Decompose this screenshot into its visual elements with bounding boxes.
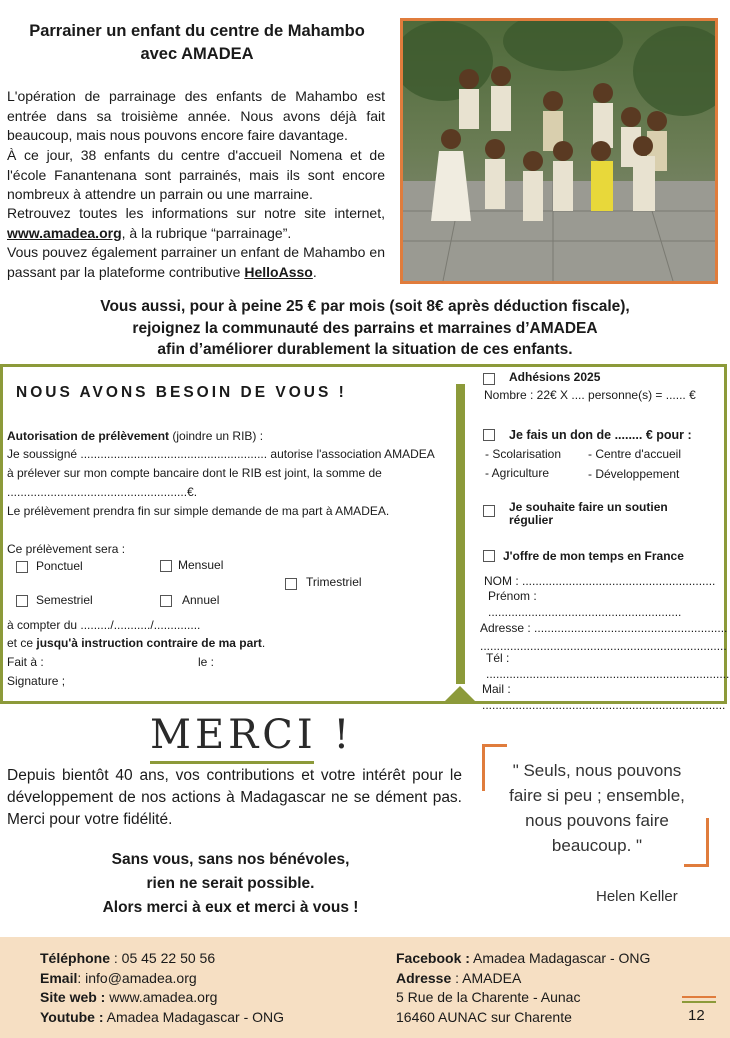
title-line-2: avec AMADEA <box>140 45 254 63</box>
label-semestriel: Semestriel <box>36 593 93 607</box>
start-date-field[interactable]: à compter du ........./.........../.............. <box>7 618 201 632</box>
soutien-line-1: Je souhaite faire un soutien <box>509 500 668 514</box>
adresse-field-2[interactable]: .......................................................................... <box>480 639 727 653</box>
checkbox-temps[interactable] <box>483 550 495 562</box>
footer-youtube <box>40 1008 284 1028</box>
address-line-2: 5 Rue de la Charente - Aunac <box>396 989 581 1005</box>
auth-label-line <box>7 428 263 445</box>
phone-value: : 05 45 22 50 56 <box>110 950 216 966</box>
auth-label: Autorisation de prélèvement <box>7 429 170 443</box>
footer-contacts <box>40 949 284 1027</box>
website-link[interactable]: www.amadea.org <box>7 224 122 241</box>
call-to-action <box>0 296 730 361</box>
thanks-block <box>8 848 453 920</box>
checkbox-semestriel[interactable] <box>16 595 28 607</box>
footer-address <box>396 949 650 1027</box>
membership-count-field[interactable]: Nombre : 22€ X .... personne(s) = ...... € <box>484 388 696 402</box>
line-instruction <box>7 635 265 652</box>
article-title <box>8 20 386 66</box>
merci-underline <box>150 761 314 764</box>
amount-field[interactable]: ......................................................€. <box>7 485 198 499</box>
nom-field[interactable]: NOM : .......................................................... <box>484 574 716 588</box>
callout-line-1: Vous aussi, pour à peine 25 € par mois (soit 8€ après déduction fiscale), <box>100 298 630 315</box>
merci-paragraph: Depuis bientôt 40 ans, vos contributions et votre intérêt pour le développement de nos actions à Madagascar ne se dément pas. Merci pour votre fidélité. <box>7 767 462 828</box>
line-fin: Le prélèvement prendra fin sur simple demande de ma part à AMADEA. <box>7 504 390 518</box>
form-heading: NOUS AVONS BESOIN DE VOUS ! <box>16 384 347 401</box>
divider-triangle <box>443 686 477 703</box>
prenom-field[interactable]: Prénom : .......................................................... <box>488 589 682 619</box>
intro-paragraph-2: À ce jour, 38 enfants du centre d'accueil Nomena et de l'école Fanantenana sont parrainés, mais ils sont encore nombreux à attendre un parrain ou une marraine. <box>7 147 385 202</box>
footer-facebook <box>396 949 650 969</box>
label-soutien <box>509 501 668 527</box>
merci-heading: MERCI ! <box>150 712 354 758</box>
checkbox-mensuel[interactable] <box>160 560 172 572</box>
para3-text: Retrouvez toutes les informations sur notre site internet, <box>7 205 385 221</box>
checkbox-ponctuel[interactable] <box>16 561 28 573</box>
checkbox-annuel[interactable] <box>160 595 172 607</box>
don-option-centre: - Centre d'accueil <box>588 447 681 461</box>
thanks-line-3: Alors merci à eux et merci à vous ! <box>102 899 359 916</box>
callout-line-2: rejoignez la communauté des parrains et marraines d’AMADEA <box>132 319 598 337</box>
checkbox-trimestriel[interactable] <box>285 578 297 590</box>
footer-adresse <box>396 969 650 989</box>
facebook-value[interactable]: Amadea Madagascar - ONG <box>469 950 651 966</box>
youtube-label: Youtube : <box>40 1008 104 1025</box>
label-annuel: Annuel <box>182 593 220 607</box>
footer-email <box>40 969 284 989</box>
intro-paragraph-4 <box>7 243 385 282</box>
helloasso-link[interactable]: HelloAsso <box>244 263 313 280</box>
mail-field[interactable]: Mail : ......................................................................... <box>482 682 726 712</box>
footer-phone <box>40 949 284 969</box>
instruction-bold: jusqu'à instruction contraire de ma part <box>36 636 262 650</box>
quote-text: " Seuls, nous pouvons faire si peu ; ensemble, nous pouvons faire beaucoup. " <box>509 761 685 855</box>
adresse-value: : AMADEA <box>451 969 522 986</box>
instruction-pre: et ce <box>7 636 37 650</box>
email-value[interactable]: : info@amadea.org <box>77 969 197 986</box>
para4-text-end: . <box>312 263 317 280</box>
site-value[interactable]: www.amadea.org <box>105 989 218 1005</box>
line-soussigne[interactable]: Je soussigné ........................................................ autorise l'association AMADEA <box>7 447 435 461</box>
auth-note: (joindre un RIB) : <box>169 429 264 443</box>
label-ponctuel: Ponctuel <box>36 559 83 573</box>
don-option-agriculture: - Agriculture <box>485 466 550 480</box>
checkbox-adhesions[interactable] <box>483 373 495 385</box>
children-photo <box>400 18 718 284</box>
page-number-ornament <box>682 996 716 1003</box>
quote-author: Helen Keller <box>596 888 678 905</box>
title-line-1: Parrainer un enfant du centre de Mahambo <box>29 22 365 40</box>
youtube-value[interactable]: Amadea Madagascar - ONG <box>103 1008 285 1025</box>
para4-text: Vous pouvez également parrainer un enfant de Mahambo en passant par la plateforme contributive <box>7 244 385 280</box>
line-prelever: à prélever sur mon compte bancaire dont le RIB est joint, la somme de <box>7 466 382 480</box>
footer-site <box>40 988 284 1008</box>
site-label: Site web : <box>40 989 106 1005</box>
adresse-label: Adresse <box>396 969 452 986</box>
date-field[interactable]: le : <box>198 655 215 669</box>
line-sera: Ce prélèvement sera : <box>7 542 126 556</box>
adresse-field[interactable]: Adresse : .......................................................... <box>480 621 728 635</box>
soutien-line-2: régulier <box>509 513 554 527</box>
don-option-developpement: - Développement <box>588 467 680 481</box>
thanks-line-2: rien ne serait possible. <box>146 875 315 892</box>
label-temps: J'offre de mon temps en France <box>503 549 684 563</box>
intro-paragraph-1: L'opération de parrainage des enfants de Mahambo est entrée dans sa troisième année. Nous avons déjà fait beaucoup, mais nous pouvons encore faire davantage. <box>7 88 385 143</box>
label-mensuel: Mensuel <box>178 558 224 572</box>
label-don: Je fais un don de ........ € pour : <box>509 428 692 442</box>
email-label: Email <box>40 969 78 986</box>
label-trimestriel: Trimestriel <box>306 575 362 589</box>
page-number: 12 <box>688 1007 705 1024</box>
facebook-label: Facebook : <box>396 950 470 966</box>
label-adhesions: Adhésions 2025 <box>509 370 601 384</box>
callout-line-3: afin d’améliorer durablement la situation de ces enfants. <box>157 341 573 358</box>
tel-field[interactable]: Tél : ......................................................................... <box>486 651 730 681</box>
thanks-line-1: Sans vous, sans nos bénévoles, <box>111 851 350 868</box>
form-divider <box>456 384 465 684</box>
don-option-scolarisation: - Scolarisation <box>485 447 562 461</box>
children-photo-illustration <box>403 21 715 281</box>
signature-field[interactable]: Signature ; <box>7 674 66 688</box>
phone-label: Téléphone <box>40 950 111 966</box>
checkbox-soutien[interactable] <box>483 505 495 517</box>
para3-text-end: , à la rubrique “parrainage”. <box>121 224 292 241</box>
address-line-3: 16460 AUNAC sur Charente <box>396 1008 572 1025</box>
checkbox-don[interactable] <box>483 429 495 441</box>
intro-paragraph-3 <box>7 204 385 243</box>
fait-a-field[interactable]: Fait à : <box>7 655 44 669</box>
instruction-post: . <box>261 636 266 650</box>
